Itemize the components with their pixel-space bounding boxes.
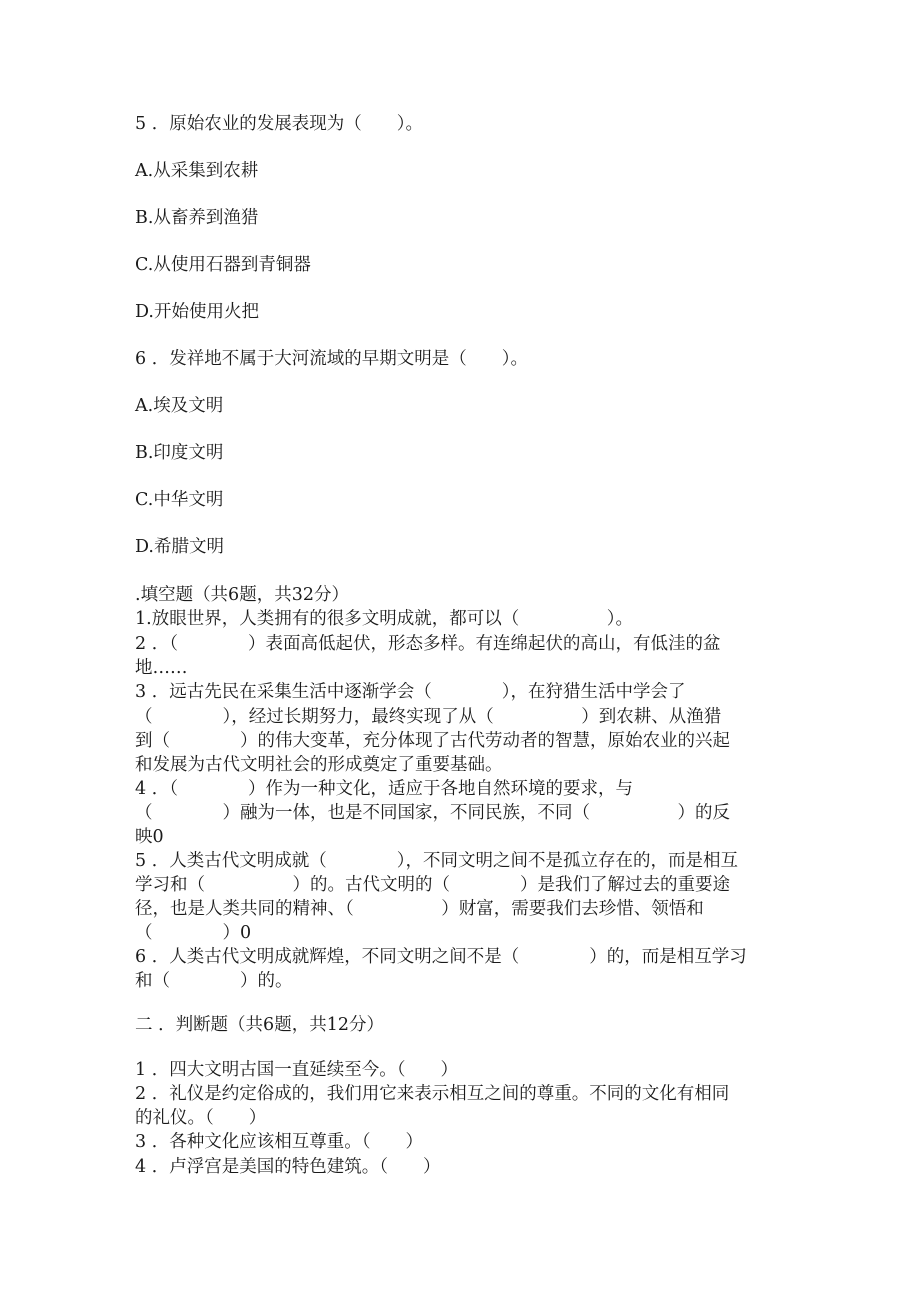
mc-question-6-option-a: A.埃及文明 <box>135 396 224 416</box>
fill-line: （ ），经过长期努力，最终实现了从（ ）到农耕、从渔猎 <box>135 707 722 727</box>
mc-question-5-stem: 5 ．原始农业的发展表现为（ ）。 <box>135 114 423 134</box>
fill-line: 6 ．人类古代文明成就辉煌，不同文明之间不是（ ）的，而是相互学习 <box>135 947 747 967</box>
tf-line: 4 ．卢浮宫是美国的特色建筑。（ ） <box>135 1157 441 1177</box>
fill-line: 2 ．（ ）表面高低起伏，形态多样。有连绵起伏的高山，有低洼的盆 <box>135 634 721 654</box>
fill-line: 地…… <box>135 658 188 678</box>
mc-question-6-option-d: D.希腊文明 <box>135 537 224 557</box>
fill-line: 1.放眼世界，人类拥有的很多文明成就，都可以（ ）。 <box>135 609 633 629</box>
mc-question-5-option-a: A.从采集到农耕 <box>135 161 259 181</box>
fill-line: 5 ．人类古代文明成就（ ），不同文明之间不是孤立存在的，而是相互 <box>135 851 738 871</box>
fill-line: 3 ．远古先民在采集生活中逐渐学会（ ），在狩猎生活中学会了 <box>135 682 686 702</box>
mc-question-6-option-b: B.印度文明 <box>135 443 224 463</box>
fill-line: （ ）融为一体，也是不同国家，不同民族，不同（ ）的反 <box>135 803 730 823</box>
tf-line: 2 ．礼仪是约定俗成的，我们用它来表示相互之间的尊重。不同的文化有相同 <box>135 1084 730 1104</box>
mc-question-5-option-b: B.从畜养到渔猎 <box>135 208 259 228</box>
fill-line: 到（ ）的伟大变革，充分体现了古代劳动者的智慧，原始农业的兴起 <box>135 731 730 751</box>
mc-question-5-option-c: C.从使用石器到青铜器 <box>135 255 311 275</box>
fill-line: 4 ．（ ）作为一种文化，适应于各地自然环境的要求，与 <box>135 779 633 799</box>
tf-line: 3 ．各种文化应该相互尊重。（ ） <box>135 1132 423 1152</box>
fill-line: 径，也是人类共同的精神、（ ）财富，需要我们去珍惜、领悟和 <box>135 899 704 919</box>
tf-section-heading: 二 ．判断题（共6题，共12分） <box>135 1015 384 1035</box>
fill-section-heading: .填空题（共6题，共32分） <box>135 585 349 605</box>
fill-line: 映0 <box>135 827 164 847</box>
fill-line: （ ）0 <box>135 923 252 943</box>
mc-question-6-option-c: C.中华文明 <box>135 490 224 510</box>
mc-question-5-option-d: D.开始使用火把 <box>135 302 259 322</box>
fill-line: 学习和（ ）的。古代文明的（ ）是我们了解过去的重要途 <box>135 875 730 895</box>
fill-line: 和发展为古代文明社会的形成奠定了重要基础。 <box>135 755 503 775</box>
tf-line: 的礼仪。（ ） <box>135 1108 267 1128</box>
fill-line: 和（ ）的。 <box>135 971 293 991</box>
mc-question-6-stem: 6 ．发祥地不属于大河流域的早期文明是（ ）。 <box>135 349 528 369</box>
tf-line: 1 ．四大文明古国一直延续至今。（ ） <box>135 1060 458 1080</box>
